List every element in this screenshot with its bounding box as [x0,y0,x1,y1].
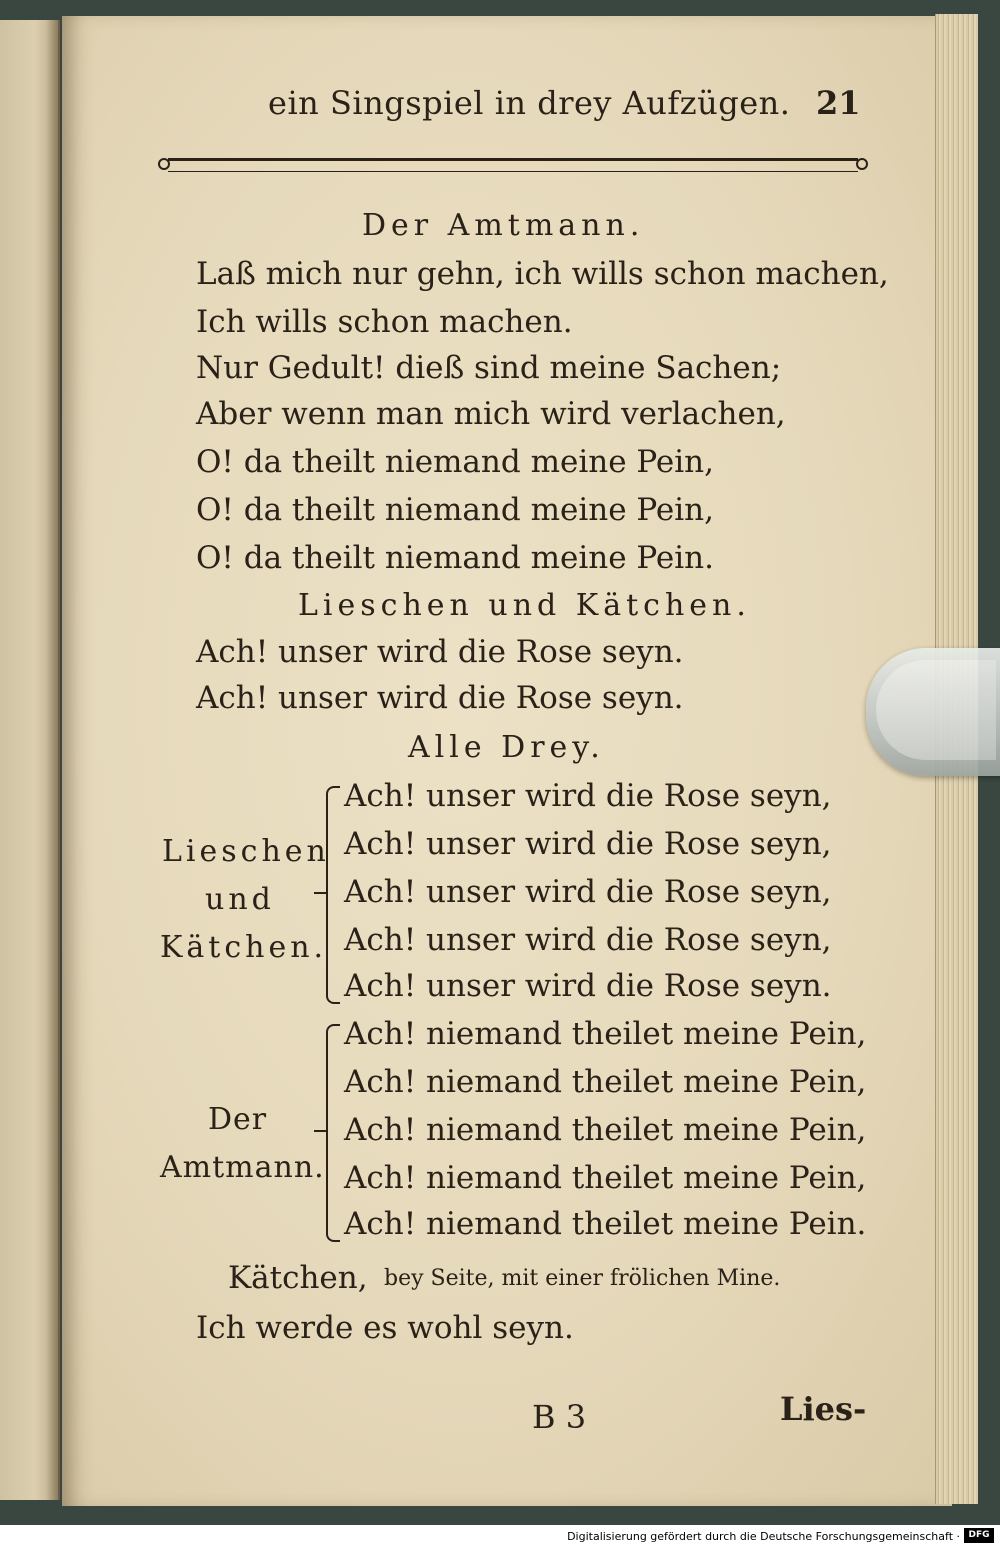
chorus-speaker-name: Lieschen [162,834,330,869]
verse-line: Ach! unser wird die Rose seyn. [196,680,684,716]
chorus-speaker-name: Amtmann. [160,1150,325,1185]
chorus-line: Ach! niemand theilet meine Pein. [344,1206,867,1242]
brace [326,786,340,1004]
chorus-line: Ach! unser wird die Rose seyn, [344,778,832,814]
speaker-heading: Alle Drey. [408,730,605,765]
verse-line: Laß mich nur gehn, ich wills schon machen, [196,256,889,292]
stage-direction: bey Seite, mit einer frölichen Mine. [384,1266,781,1291]
speaker-heading: Kätchen, [228,1260,368,1296]
chorus-line: Ach! unser wird die Rose seyn, [344,826,832,862]
chorus-line: Ach! niemand theilet meine Pein, [344,1112,867,1148]
verse-line: O! da theilt niemand meine Pein, [196,492,714,528]
brace-point [314,892,328,894]
catchword: Lies- [780,1390,867,1428]
verse-line: Nur Gedult! dieß sind meine Sachen; [196,350,782,386]
chorus-line: Ach! niemand theilet meine Pein, [344,1160,867,1196]
verse-line: O! da theilt niemand meine Pein, [196,444,714,480]
verse-line: Aber wenn man mich wird verlachen, [196,396,786,432]
speaker-heading: Lieschen und Kätchen. [298,588,751,623]
chorus-speaker-name: Der [208,1102,268,1137]
left-page-edge [0,20,60,1500]
chorus-line: Ach! unser wird die Rose seyn, [344,922,832,958]
speaker-heading: Der Amtmann. [362,208,645,243]
page-number: 21 [816,84,861,122]
brace [326,1024,340,1242]
running-title: ein Singspiel in drey Aufzügen. [268,84,791,122]
verse-line: Ach! unser wird die Rose seyn. [196,634,684,670]
chorus-line: Ach! niemand theilet meine Pein, [344,1016,867,1052]
page-clip [866,648,1000,776]
digitization-credit: Digitalisierung gefördert durch die Deutsche Forschungsgemeinschaft · [567,1530,960,1543]
chorus-speaker-name: Kätchen. [160,930,328,965]
chorus-line: Ach! unser wird die Rose seyn, [344,874,832,910]
chorus-line: Ach! niemand theilet meine Pein, [344,1064,867,1100]
verse-line: Ich wills schon machen. [196,304,573,340]
verse-line: Ich werde es wohl seyn. [196,1310,574,1346]
ornamental-rule [168,158,858,172]
verse-line: O! da theilt niemand meine Pein. [196,540,714,576]
brace-point [314,1130,328,1132]
chorus-speaker-name: und [205,882,275,917]
dfg-logo: DFG [964,1528,994,1543]
signature-mark: B 3 [532,1398,587,1436]
chorus-line: Ach! unser wird die Rose seyn. [344,968,832,1004]
